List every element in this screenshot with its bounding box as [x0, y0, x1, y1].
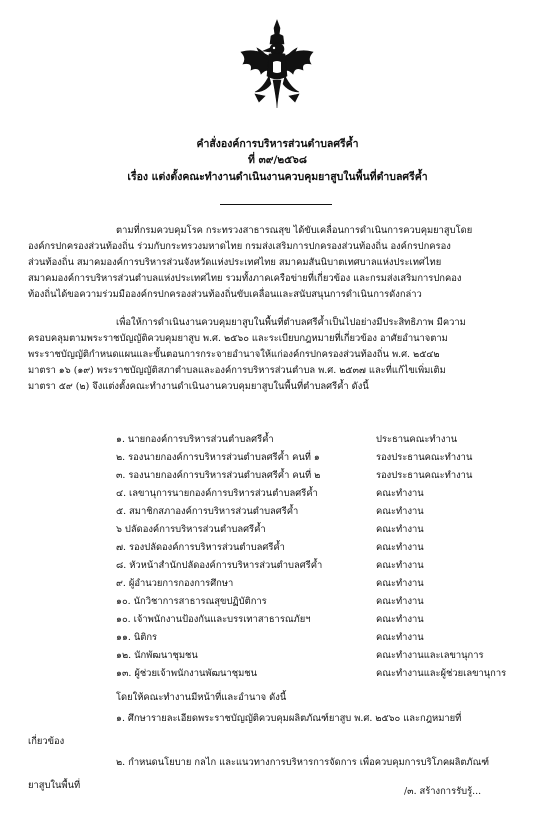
member-row [0, 504, 555, 520]
member-name: ๕. สมาชิกสภาองค์การบริหารส่วนตำบลศรีค้ำ [116, 506, 299, 517]
paragraph-background [28, 223, 533, 303]
paragraph-line: มาตรา ๑๖ (๑๙) พระราชบัญญัติสภาตำบลและองค์การบริหารส่วนตำบล พ.ศ. ๒๕๓๗ และที่แก้ไขเพิ่มเติม [28, 365, 446, 376]
member-role: คณะทำงาน [376, 596, 424, 607]
member-name: ๑๐. นักวิชาการสาธารณสุขปฏิบัติการ [116, 596, 267, 607]
member-name: ๔. เลขานุการนายกองค์การบริหารส่วนตำบลศรีค้ำ [116, 488, 318, 499]
org-order-title: คำสั่งองค์การบริหารส่วนตำบลศรีค้ำ [196, 138, 359, 150]
paragraph-line: เพื่อให้การดำเนินงานควบคุมยาสูบในพื้นที่ตำบลศรีค้ำเป็นไปอย่างมีประสิทธิภาพ มีความ [116, 317, 466, 328]
continuation-marker: /๓. สร้างการรับรู้... [404, 786, 482, 797]
member-row [0, 522, 555, 538]
member-role: คณะทำงาน [376, 542, 424, 553]
duties-section [28, 690, 533, 794]
member-role: ประธานคณะทำงาน [376, 434, 458, 445]
member-name: ๖ ปลัดองค์การบริหารส่วนตำบลศรีค้ำ [116, 524, 266, 535]
duties-intro: โดยให้คณะทำงานมีหน้าที่และอำนาจ ดังนี้ [116, 692, 287, 703]
order-subject: เรื่อง แต่งตั้งคณะทำงานดำเนินงานควบคุมยาสูบในพื้นที่ตำบลศรีค้ำ [127, 171, 428, 183]
member-row [0, 486, 555, 502]
member-name: ๑๒. นักพัฒนาชุมชน [116, 650, 198, 661]
member-role: คณะทำงาน [376, 614, 424, 625]
member-row [0, 594, 555, 610]
member-role: คณะทำงาน [376, 632, 424, 643]
member-role: คณะทำงาน [376, 506, 424, 517]
member-row [0, 468, 555, 484]
member-role: คณะทำงาน [376, 488, 424, 499]
member-row [0, 576, 555, 592]
paragraph-line: ท้องถิ่นได้ขอความร่วมมือองค์กรปกครองส่วนท้องถิ่นขับเคลื่อนและสนับสนุนการดำเนินการดังกล่าว [28, 289, 422, 300]
member-name: ๑๓. ผู้ช่วยเจ้าพนักงานพัฒนาชุมชน [116, 668, 258, 679]
member-name: ๒. รองนายกองค์การบริหารส่วนตำบลศรีค้ำ คนที่ ๑ [116, 452, 320, 463]
paragraph-line: สมาคมองค์การบริหารส่วนตำบลแห่งประเทศไทย รวมทั้งภาคเครือข่ายที่เกี่ยวข้อง และกรมส่งเสริมการปกคอง [28, 273, 462, 284]
member-row [0, 630, 555, 646]
member-role: คณะทำงานและเลขานุการ [376, 650, 484, 661]
member-row [0, 558, 555, 574]
member-name: ๙. ผู้อำนวยการกองการศึกษา [116, 578, 234, 589]
paragraph-line: ส่วนท้องถิ่น สมาคมองค์การบริหารส่วนจังหวัดแห่งประเทศไทย สมาคมสันนิบาตเทศบาลแห่งประเทศไทย [28, 257, 442, 268]
duty-item-continued: เกี่ยวข้อง [28, 736, 65, 747]
member-role: รองประธานคณะทำงาน [376, 452, 473, 463]
member-row [0, 666, 555, 682]
member-role: รองประธานคณะทำงาน [376, 470, 473, 481]
member-row [0, 450, 555, 466]
order-number: ที่ ๓๙/๒๕๖๘ [248, 154, 307, 166]
title-divider [220, 204, 332, 205]
member-name: ๘. หัวหน้าสำนักปลัดองค์การบริหารส่วนตำบลศรีค้ำ [116, 560, 323, 571]
member-role: คณะทำงานและผู้ช่วยเลขานุการ [376, 668, 507, 679]
member-role: คณะทำงาน [376, 578, 424, 589]
member-row [0, 612, 555, 628]
member-name: ๑๐. เจ้าพนักงานป้องกันและบรรเทาสาธารณภัยฯ [116, 614, 311, 625]
member-name: ๗. รองปลัดองค์การบริหารส่วนตำบลศรีค้ำ [116, 542, 285, 553]
paragraph-line: มาตรา ๕๙ (๒) จึงแต่งตั้งคณะทำงานดำเนินงานควบคุมยาสูบในพื้นที่ตำบลศรีค้ำ ดังนี้ [28, 381, 369, 392]
member-row [0, 432, 555, 448]
member-row [0, 648, 555, 664]
paragraph-line: ตามที่กรมควบคุมโรค กระทรวงสาธารณสุข ได้ขับเคลื่อนการดำเนินการควบคุมยาสูบโดย [116, 225, 473, 236]
duty-item: ๒. กำหนดนโยบาย กลไก และแนวทางการบริหารการจัดการ เพื่อควบคุมการบริโภคผลิตภัณฑ์ [116, 757, 490, 768]
paragraph-line: พระราชบัญญัติกำหนดแผนและขั้นตอนการกระจายอำนาจให้แก่องค์กรปกครองส่วนท้องถิ่น พ.ศ. ๒๕๔๒ [28, 349, 440, 360]
member-role: คณะทำงาน [376, 560, 424, 571]
member-role: คณะทำงาน [376, 524, 424, 535]
paragraph-line: องค์กรปกครองส่วนท้องถิ่น ร่วมกับกระทรวงมหาดไทย กรมส่งเสริมการปกครองส่วนท้องถิ่น องค์กรปกครอง [28, 241, 451, 252]
duty-item-continued: ยาสูบในพื้นที่ [28, 780, 81, 791]
member-name: ๑๑. นิติกร [116, 632, 158, 643]
member-name: ๑. นายกองค์การบริหารส่วนตำบลศรีค้ำ [116, 434, 274, 445]
member-name: ๓. รองนายกองค์การบริหารส่วนตำบลศรีค้ำ คนที่ ๒ [116, 470, 321, 481]
garuda-emblem-icon [235, 18, 319, 110]
paragraph-authority [28, 315, 533, 395]
member-row [0, 540, 555, 556]
paragraph-line: ครอบคลุมตามพระราชบัญญัติควบคุมยาสูบ พ.ศ. ๒๕๖๐ และระเบียบกฎหมายที่เกี่ยวข้อง อาศัยอำนาจตาม [28, 333, 448, 344]
duty-item: ๑. ศึกษารายละเอียดพระราชบัญญัติควบคุมผลิตภัณฑ์ยาสูบ พ.ศ. ๒๕๖๐ และกฎหมายที่ [116, 713, 462, 724]
